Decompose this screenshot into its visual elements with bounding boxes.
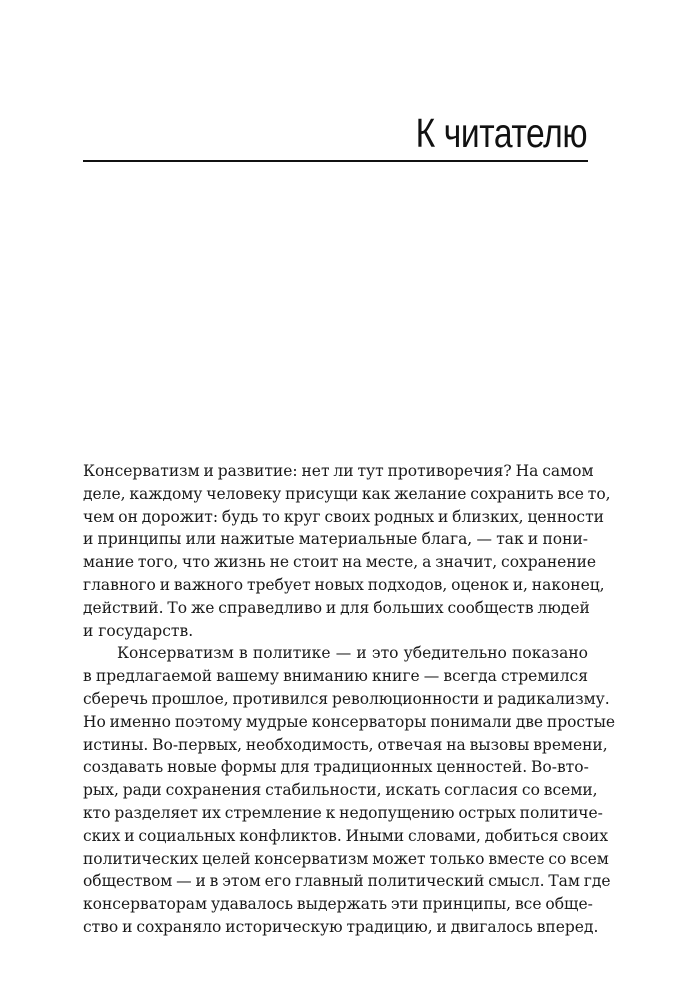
title-rule: [83, 160, 588, 162]
text-line: ских и социальных конфликтов. Иными словами, добиться своих: [83, 826, 609, 845]
paragraph-1: [83, 460, 611, 642]
text-line: деле, каждому человеку присущи как желание сохранить все то,: [83, 484, 611, 503]
text-line: и принципы или нажитые материальные блага, — так и пони-: [83, 530, 588, 549]
text-line: истины. Во-первых, необходимость, отвечая на вызовы времени,: [83, 735, 608, 754]
text-line: главного и важного требует новых подходов, оценок и, наконец,: [83, 575, 605, 594]
text-line: рых, ради сохранения стабильности, искать согласия со всеми,: [83, 781, 598, 800]
text-line: Консерватизм и развитие: нет ли тут противоречия? На самом: [83, 462, 594, 480]
page-title: К читателю: [415, 110, 587, 156]
text-line: чем он дорожит: будь то круг своих родных и близких, ценности: [83, 507, 604, 526]
text-line: и государств.: [83, 621, 194, 640]
paragraph-2: [83, 642, 616, 938]
text-line: сберечь прошлое, противился революционности и радикализму.: [83, 689, 610, 708]
text-line: консерваторам удавалось выдержать эти принципы, все обще-: [83, 895, 593, 914]
text-line: Консерватизм в политике — и это убедительно показано: [117, 644, 588, 663]
text-line: обществом — и в этом его главный политический смысл. Там где: [83, 872, 611, 891]
text-line: Но именно поэтому мудрые консерваторы понимали две простые: [83, 712, 616, 731]
text-line: кто разделяет их стремление к недопущению острых политиче-: [83, 803, 603, 822]
text-line: в предлагаемой вашему вниманию книге — всегда стремился: [83, 667, 588, 686]
text-line: политических целей консерватизм может только вместе со всем: [83, 849, 609, 868]
text-line: действий. То же справедливо и для больших сообществ людей: [83, 598, 590, 617]
body-text: [83, 460, 616, 939]
text-line: мание того, что жизнь не стоит на месте, а значит, сохранение: [83, 553, 597, 572]
text-line: создавать новые формы для традиционных ценностей. Во-вто-: [83, 758, 589, 777]
text-line: ство и сохраняло историческую традицию, и двигалось вперед.: [83, 917, 599, 936]
